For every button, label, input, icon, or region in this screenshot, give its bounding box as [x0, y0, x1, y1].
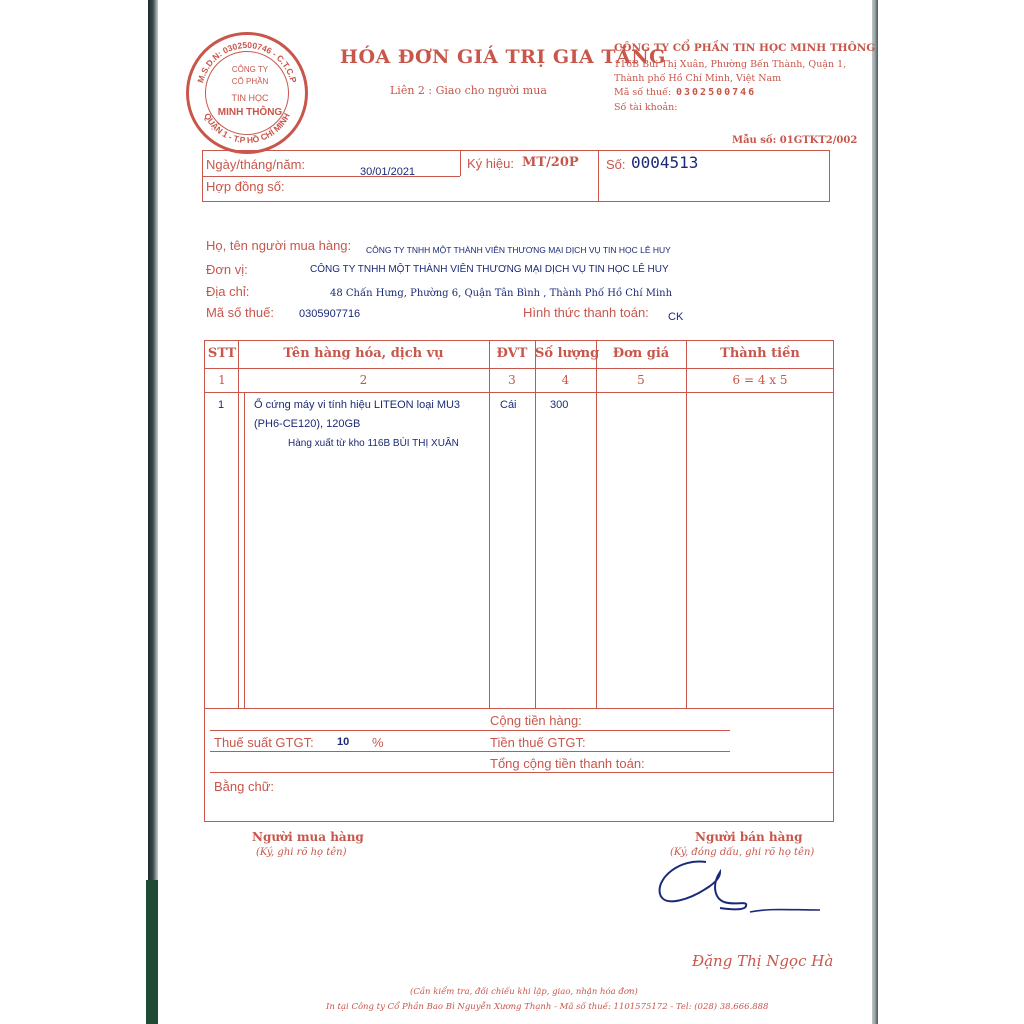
seller-address-1: 116B Bùi Thị Xuân, Phường Bến Thành, Quận 1, — [614, 59, 847, 70]
vat-rate-label: Thuế suất GTGT: — [214, 735, 314, 750]
footer-line2: In tại Công ty Cổ Phần Bao Bì Nguyễn Xương Thạnh - Mã số thuế: 1101575172 - Tel: (028) 38.666.888 — [326, 1002, 769, 1012]
header-row-line — [204, 368, 834, 369]
footer-line1: (Cần kiểm tra, đối chiếu khi lập, giao, nhận hóa đơn) — [410, 987, 638, 997]
header-divider-1 — [460, 150, 461, 176]
row-stt: 1 — [218, 399, 225, 411]
rows-end-line — [204, 708, 834, 709]
col-number-2: 2 — [359, 373, 368, 387]
buyer-address-value: 48 Chấn Hưng, Phường 6, Quận Tân Bình , Thành Phố Hồ Chí Minh — [330, 288, 673, 299]
row-desc-line3: Hàng xuất từ kho 116B BÙI THỊ XUÂN — [288, 438, 459, 449]
company-stamp — [186, 32, 308, 154]
th-unit: ĐVT — [496, 346, 528, 361]
col-line-4 — [596, 340, 597, 708]
seller-tax-code: 0302500746 — [676, 87, 757, 98]
row-quantity: 300 — [550, 399, 569, 411]
stamp-top-arc: M.S.D.N: 0302500746 - C.T.C.P — [195, 39, 299, 84]
symbol-label: Ký hiệu: — [467, 156, 514, 171]
buyer-name-label: Họ, tên người mua hàng: — [206, 238, 352, 253]
grand-total-line — [210, 772, 834, 773]
scan-edge-left — [148, 0, 158, 1024]
number-label: Số: — [606, 157, 626, 172]
col-line-3 — [535, 340, 536, 708]
seller-address-2: Thành phố Hồ Chí Minh, Việt Nam — [614, 73, 782, 84]
date-value: 30/01/2021 — [360, 166, 416, 178]
date-label: Ngày/tháng/năm: — [206, 157, 306, 172]
row-unit: Cái — [500, 399, 517, 411]
invoice-copy: Liên 2 : Giao cho người mua — [390, 84, 547, 97]
buyer-address-label: Địa chỉ: — [206, 284, 250, 299]
payment-value: CK — [668, 311, 684, 323]
buyer-sign-hint: (Ký, ghi rõ họ tên) — [256, 847, 347, 858]
stamp-line3: TIN HỌC — [231, 93, 269, 103]
th-unit-price: Đơn giá — [612, 346, 670, 361]
number-row-line — [204, 392, 834, 393]
seller-tax-label: Mã số thuế: — [614, 87, 672, 98]
header-divider-2 — [598, 150, 599, 202]
vat-amount-label: Tiền thuế GTGT: — [490, 735, 586, 750]
row-desc-line2: (PH6-CE120), 120GB — [254, 418, 361, 430]
col-line-1 — [238, 340, 239, 708]
seller-sign-name: Đặng Thị Ngọc Hà — [692, 952, 834, 970]
scan-edge-green — [146, 880, 158, 1024]
vat-rate-value: 10 — [337, 736, 350, 748]
col-line-5 — [686, 340, 687, 708]
col-line-2 — [489, 340, 490, 708]
th-quantity: Số lượng — [535, 346, 600, 361]
seller-sign-title: Người bán hàng — [695, 830, 803, 844]
stamp-line4: MINH THÔNG — [217, 107, 283, 118]
contract-label: Hợp đồng số: — [206, 179, 285, 194]
col-number-1: 1 — [218, 373, 226, 387]
seller-account-label: Số tài khoản: — [614, 102, 678, 113]
subtotal-line — [210, 730, 730, 731]
col-number-6: 6 = 4 x 5 — [732, 373, 788, 387]
header-row-divider — [202, 176, 460, 177]
vat-line — [210, 751, 730, 752]
col-number-5: 5 — [637, 373, 645, 387]
stamp-line1: CÔNG TY — [231, 65, 269, 74]
seller-sign-hint: (Ký, đóng dấu, ghi rõ họ tên) — [670, 847, 815, 858]
buyer-unit-value: CÔNG TY TNHH MỘT THÀNH VIÊN THƯƠNG MẠI DỊCH VỤ TIN HỌC LÊ HUY — [310, 264, 669, 275]
buyer-tax-label: Mã số thuế: — [206, 305, 274, 320]
invoice-number: 0004513 — [631, 153, 699, 172]
subtotal-label: Cộng tiền hàng: — [490, 713, 582, 728]
col-number-3: 3 — [508, 373, 516, 387]
form-number: Mẫu số: 01GTKT2/002 — [732, 135, 858, 146]
seller-signature — [650, 850, 830, 930]
payment-label: Hình thức thanh toán: — [523, 305, 649, 320]
grand-total-label: Tổng cộng tiền thanh toán: — [490, 756, 645, 771]
seller-name: CÔNG TY CỔ PHẦN TIN HỌC MINH THÔNG — [614, 42, 876, 54]
buyer-sign-title: Người mua hàng — [252, 830, 364, 844]
in-words-label: Bằng chữ: — [214, 779, 275, 794]
row-desc-line1: Ổ cứng máy vi tính hiệu LITEON loại MU3 — [254, 399, 461, 411]
symbol-value: MT/20P — [522, 155, 579, 170]
col-number-4: 4 — [561, 373, 570, 387]
th-stt: STT — [207, 346, 237, 361]
buyer-name-value: CÔNG TY TNHH MỘT THÀNH VIÊN THƯƠNG MẠI DỊCH VỤ TIN HỌC LÊ HUY — [366, 245, 671, 255]
invoice-title: HÓA ĐƠN GIÁ TRỊ GIA TĂNG — [340, 46, 666, 68]
th-description: Tên hàng hóa, dịch vụ — [283, 346, 444, 361]
buyer-tax-value: 0305907716 — [299, 308, 361, 320]
buyer-unit-label: Đơn vị: — [206, 262, 248, 277]
col-inner-line — [244, 392, 245, 708]
th-amount: Thành tiền — [720, 346, 800, 361]
background-left — [0, 0, 160, 1024]
stamp-bottom-arc: QUẬN 1 - T.P HỒ CHÍ MINH — [202, 111, 292, 146]
vat-rate-unit: % — [372, 735, 384, 750]
stamp-line2: CỔ PHẦN — [231, 77, 269, 86]
